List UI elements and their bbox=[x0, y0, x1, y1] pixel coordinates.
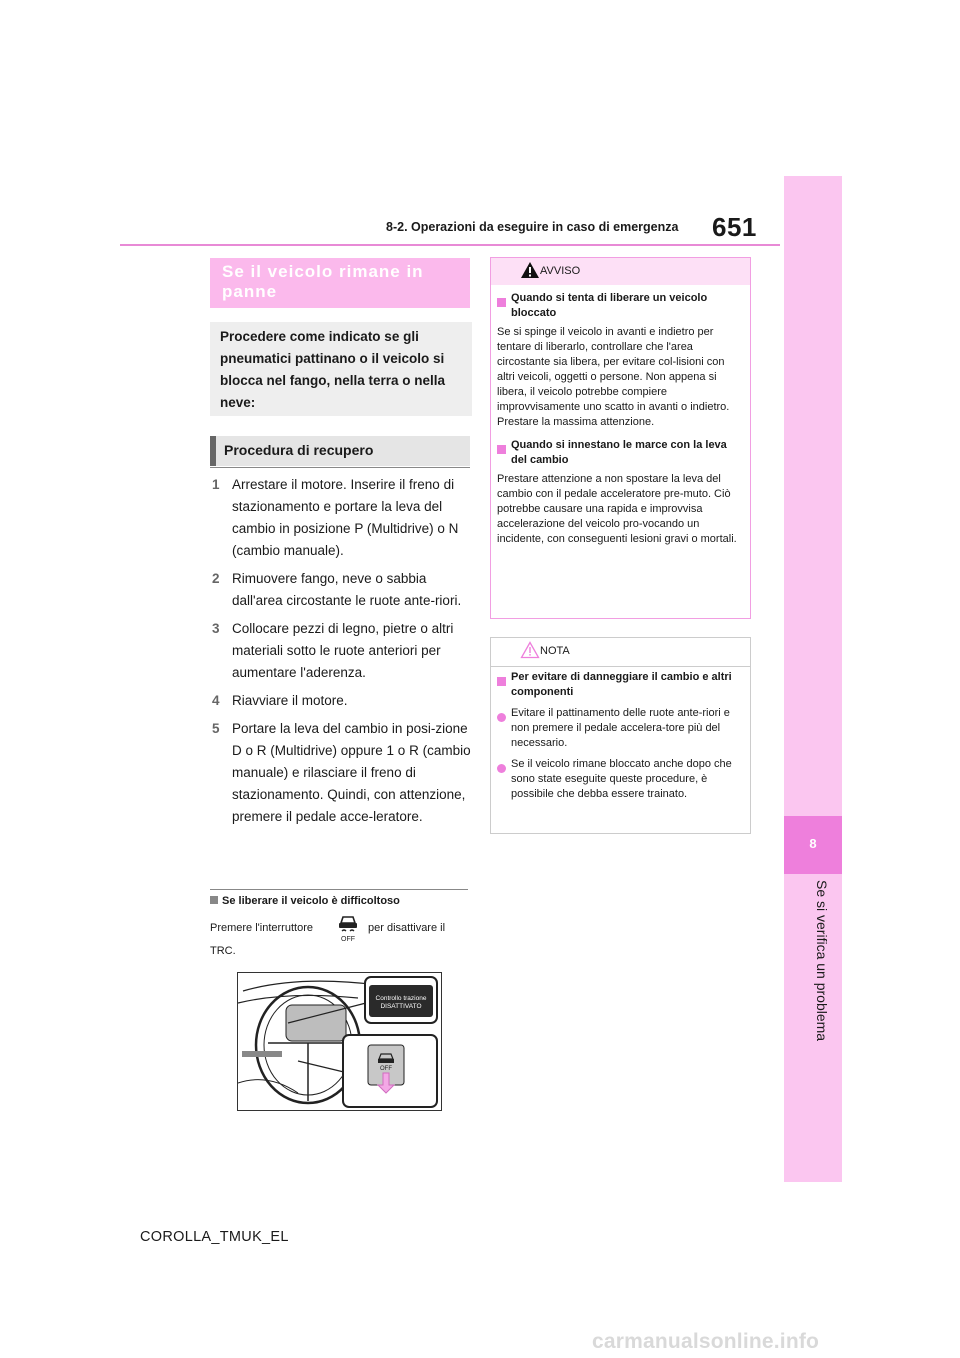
difficult-heading-text: Se liberare il veicolo è difficoltoso bbox=[222, 895, 400, 907]
note-bullet-text: Se il veicolo rimane bloccato anche dopo che sono state eseguite queste procedure, è possibile che debba essere trainato. bbox=[511, 758, 732, 800]
warning-title: AVVISO bbox=[540, 265, 581, 277]
watermark: carmanualsonline.info bbox=[592, 1330, 820, 1353]
note-content bbox=[497, 670, 742, 802]
warning-item bbox=[497, 438, 742, 468]
section-header: 8-2. Operazioni da eseguire in caso di emergenza bbox=[386, 220, 679, 234]
step-number: 3 bbox=[212, 621, 220, 636]
square-bullet-icon bbox=[497, 445, 506, 454]
note-heading: Per evitare di danneggiare il cambio e altri componenti bbox=[511, 671, 732, 698]
chapter-number: 8 bbox=[809, 836, 817, 851]
svg-text:OFF: OFF bbox=[341, 936, 355, 943]
dashboard-illustration bbox=[237, 972, 442, 1111]
step-number: 2 bbox=[212, 571, 220, 586]
display-line1: Controllo trazione bbox=[375, 995, 427, 1002]
warning-content bbox=[497, 291, 742, 547]
note-bullet bbox=[497, 757, 742, 802]
step-text: Collocare pezzi di legno, pietre o altri materiali sotto le ruote anteriori per aumentare l'aderenza. bbox=[232, 621, 454, 680]
step-text: Arrestare il motore. Inserire il freno di stazionamento e portare la leva del cambio in posizione P (Multidrive) o N (cambio manuale). bbox=[232, 477, 459, 558]
page-title: Se il veicolo rimane in panne bbox=[222, 262, 424, 301]
procedure-divider bbox=[210, 467, 470, 468]
step-number: 5 bbox=[212, 721, 220, 736]
difficult-text-line2: TRC. bbox=[210, 945, 236, 957]
warning-item-text: Prestare attenzione a non spostare la leva del cambio con il pedale acceleratore pre-muto. Ciò potrebbe causare una rapida e improvvisa accelerazione del veicolo pro-vocando un incidente, con conseguenti lesioni gravi o mortali. bbox=[497, 473, 737, 545]
procedure-heading: Procedura di recupero bbox=[224, 442, 374, 458]
note-header-divider bbox=[491, 666, 750, 667]
dashboard-drawing bbox=[238, 973, 442, 1111]
steps-list bbox=[212, 474, 474, 834]
footer-code: COROLLA_TMUK_EL bbox=[140, 1229, 289, 1245]
display-message bbox=[369, 995, 433, 1011]
square-bullet-icon bbox=[210, 896, 218, 904]
note-bullet bbox=[497, 706, 742, 751]
difficult-text-before: Premere l'interruttore bbox=[210, 922, 313, 934]
page-number: 651 bbox=[712, 212, 757, 242]
warning-item-heading: Quando si tenta di liberare un veicolo bloccato bbox=[511, 292, 708, 319]
step-item bbox=[212, 568, 474, 612]
note-bullet-text: Evitare il pattinamento delle ruote ante-riori e non premere il pedale accelera-tore più del necessario. bbox=[511, 707, 730, 749]
warning-item bbox=[497, 291, 742, 321]
step-text: Rimuovere fango, neve o sabbia dall'area circostante le ruote ante-riori. bbox=[232, 571, 462, 608]
square-bullet-icon bbox=[497, 298, 506, 307]
note-heading-row bbox=[497, 670, 742, 700]
header-divider bbox=[120, 244, 780, 246]
intro-text: Procedere come indicato se gli pneumatici pattinano o il veicolo si blocca nel fango, nella terra o nella neve: bbox=[220, 329, 446, 410]
step-number: 4 bbox=[212, 693, 220, 708]
step-item bbox=[212, 618, 474, 684]
note-title: NOTA bbox=[540, 645, 570, 657]
caution-triangle-icon bbox=[520, 641, 540, 659]
square-bullet-icon bbox=[497, 677, 506, 686]
step-number: 1 bbox=[212, 477, 220, 492]
switch-label: OFF bbox=[380, 1066, 392, 1072]
warning-triangle-icon bbox=[520, 261, 540, 279]
difficult-heading bbox=[210, 895, 400, 907]
step-item bbox=[212, 474, 474, 562]
difficult-divider bbox=[210, 889, 468, 890]
step-text: Portare la leva del cambio in posi-zione D o R (Multidrive) oppure 1 o R (cambio manuale) e rilasciare il freno di stazionamento. Quindi, con attenzione, premere il pedale acce-leratore. bbox=[232, 721, 471, 824]
chapter-title: Se si verifica un problema bbox=[814, 880, 830, 1042]
circle-bullet-icon bbox=[497, 713, 506, 722]
warning-item-text: Se si spinge il veicolo in avanti e indietro per tentare di liberarlo, controllare che l'area circostante sia libera, per evitare col-lisioni con altri veicoli, oggetti o persone. Non appena si libera, il veicolo potrebbe compiere improvvisamente uno scatto in avanti o indietro. Prestare la massima attenzione. bbox=[497, 326, 730, 428]
warning-item-heading: Quando si innestano le marce con la leva del cambio bbox=[511, 439, 727, 466]
step-item bbox=[212, 690, 474, 712]
step-item bbox=[212, 718, 474, 828]
difficult-text-after: per disattivare il bbox=[368, 922, 446, 934]
circle-bullet-icon bbox=[497, 764, 506, 773]
trc-off-switch-icon bbox=[333, 911, 363, 943]
display-line2: DISATTIVATO bbox=[380, 1003, 422, 1010]
step-text: Riavviare il motore. bbox=[232, 693, 348, 708]
